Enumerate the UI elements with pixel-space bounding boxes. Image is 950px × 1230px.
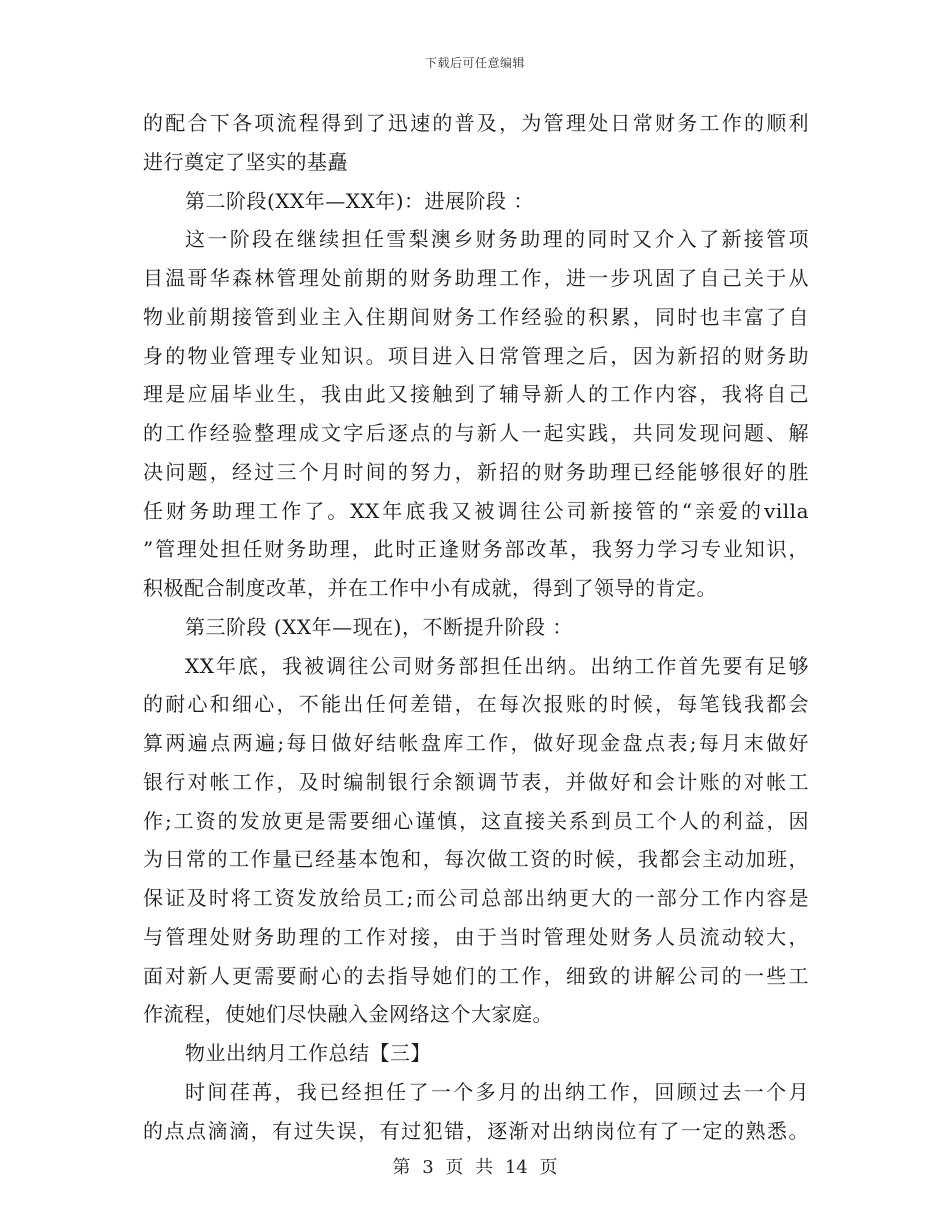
text-line: 身的物业管理专业知识。项目进入日常管理之后，因为新招的财务助	[143, 343, 809, 368]
text-line: 的配合下各项流程得到了迅速的普及，为管理处日常财务工作的顺利	[143, 111, 809, 135]
text-line: 与管理处财务助理的工作对接，由于当时管理处财务人员流动较大，	[143, 924, 809, 949]
text-line: 第三阶段 (XX年—现在)，不断提升阶段 ：	[185, 614, 573, 639]
text-line: 保证及时将工资发放给员工;而公司总部出纳更大的一部分工作内容是	[143, 886, 809, 910]
text-line: XX年底，我被调往公司财务部担任出纳。出纳工作首先要有足够	[185, 653, 809, 678]
page-number-footer: 第 3 页 共 14 页	[392, 1157, 558, 1178]
text-line: 理是应届毕业生，我由此又接触到了辅导新人的工作内容，我将自己	[143, 382, 809, 407]
text-line: 的耐心和细心，不能出任何差错，在每次报账的时候，每笔钱我都会	[143, 692, 809, 717]
text-line: 作;工资的发放更是需要细心谨慎，这直接关系到员工个人的利益，因	[143, 808, 809, 833]
page-header-note: 下载后可任意编辑	[424, 56, 525, 70]
text-line: 这一阶段在继续担任雪梨澳乡财务助理的同时又介入了新接管项	[185, 227, 809, 252]
text-line: 物业前期接管到业主入住期间财务工作经验的积累，同时也丰富了自	[143, 304, 809, 329]
text-line: 积极配合制度改革，并在工作中小有成就，得到了领导的肯定。	[143, 576, 717, 600]
text-line: 决问题，经过三个月时间的努力，新招的财务助理已经能够很好的胜	[143, 459, 809, 484]
text-line: 的工作经验整理成文字后逐点的与新人一起实践，共同发现问题、解	[143, 421, 809, 445]
text-line: 的点点滴滴，有过失误，有过犯错，逐渐对出纳岗位有了一定的熟悉。	[143, 1118, 809, 1143]
text-line: 目温哥华森林管理处前期的财务助理工作，进一步巩固了自己关于从	[143, 266, 809, 290]
text-line: 任财务助理工作了。XX年底我又被调往公司新接管的“亲爱的villa	[143, 498, 809, 523]
text-line: 物业出纳月工作总结【三】	[185, 1041, 431, 1065]
text-line: 银行对帐工作，及时编制银行余额调节表，并做好和会计账的对帐工	[143, 769, 809, 794]
text-line: 为日常的工作量已经基本饱和，每次做工资的时候，我都会主动加班，	[143, 847, 809, 872]
text-line: ”管理处担任财务助理，此时正逢财务部改革，我努力学习专业知识，	[143, 537, 809, 562]
text-line: 面对新人更需要耐心的去指导她们的工作，细致的讲解公司的一些工	[143, 963, 809, 988]
text-line: 时间荏苒，我已经担任了一个多月的出纳工作，回顾过去一个月	[185, 1079, 809, 1104]
text-line: 作流程，使她们尽快融入金网络这个大家庭。	[143, 1002, 553, 1027]
document-body	[143, 104, 809, 1150]
text-line: 第二阶段(XX年—XX年)：进展阶段 ：	[185, 188, 534, 213]
text-line: 进行奠定了坚实的基矗	[143, 149, 348, 174]
text-line: 算两遍点两遍;每日做好结帐盘库工作，做好现金盘点表;每月末做好	[143, 731, 809, 755]
